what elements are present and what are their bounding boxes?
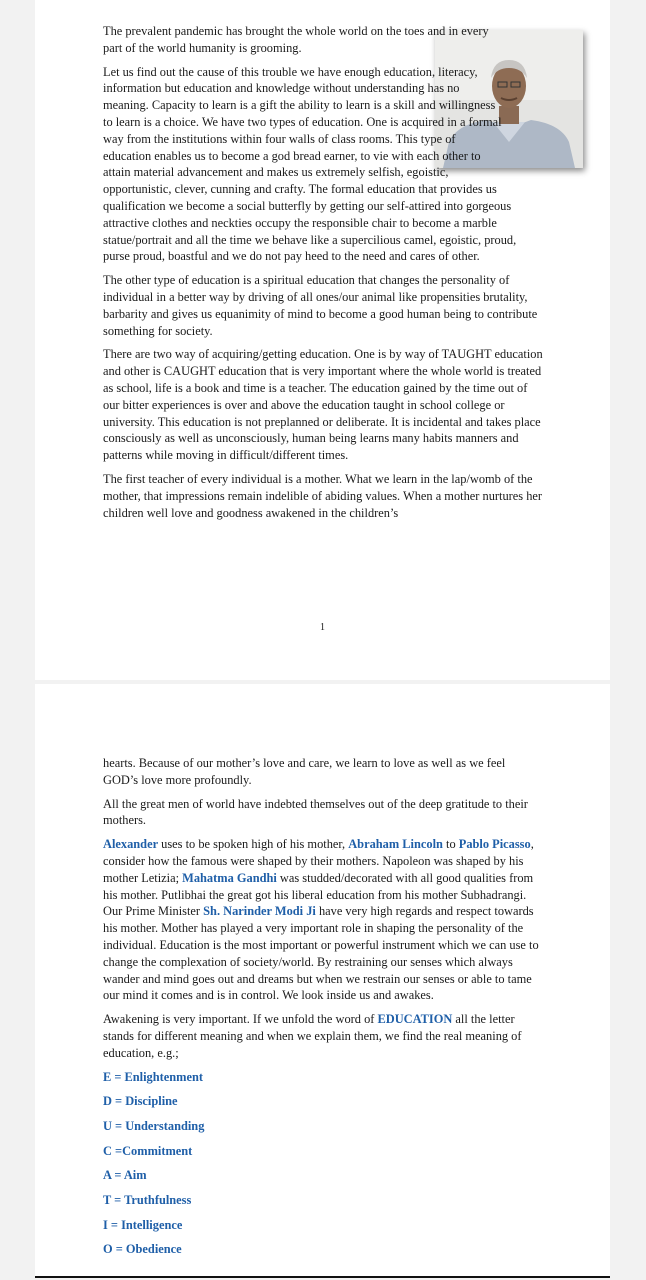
paragraph: The first teacher of every individual is a mother. What we learn in the lap/womb of the mother, that impressions remain indelible of abiding values. When a mother nurtures her children well love and goodness awakened in the children’s bbox=[103, 471, 543, 520]
page-1-text bbox=[103, 23, 543, 528]
paragraph: Let us find out the cause of this trouble we have enough education, literacy, information but education and knowledge without understanding has no meaning. Capacity to learn is a gift the ability to learn is a skill and willingness to learn is a choice. We have two types of education. One is acquired in a formal way from the institutions within four walls of class rooms. This type of education enables us to become a god bread earner, to vie with each other to attain material advancement and makes us extremely selfish, egoistic, opportunistic, clever, cunning and crafty. The formal education that provides us qualification we become a social butterfly by getting our self-attired into gorgeous attractive clothes and neckties occupy the responsible chair to become a marble statue/portrait and all the time we behave like a supercilious camel, egoistic, proud, purse proud, boastful and we do not pay heed to the need and cares of other. bbox=[103, 64, 517, 264]
text-span: , consider how the famous were shaped by their mothers. Napoleon was shaped by his mother Letizia; bbox=[103, 837, 534, 885]
acronym-item: E = Enlightenment bbox=[103, 1069, 204, 1084]
acronym-item: D = Discipline bbox=[103, 1094, 178, 1109]
page-number: 1 bbox=[320, 622, 325, 633]
text-span: Awakening is very important. If we unfold the word of bbox=[103, 1012, 378, 1027]
text-span: have very high regards and respect towards his mother. Mother has played a very important role in shaping the personality of the individual. Education is the most important or powerful instrument which we can use to change the complexation of society/world. By restraining our senses which always wander and mind goes out and dreams but when we restrain our senses or able to tame our mind it comes and is in control. We look inside us and awakes. bbox=[103, 904, 539, 1003]
education-acronym-list bbox=[103, 1069, 543, 1267]
paragraph: The prevalent pandemic has brought the whole world on the toes and in every part of the world humanity is grooming. bbox=[103, 24, 489, 55]
text-span: uses to be spoken high of his mother, bbox=[158, 837, 349, 852]
link-abraham-lincoln[interactable]: Abraham Lincoln bbox=[348, 837, 443, 852]
mothers-paragraph bbox=[103, 836, 543, 1004]
paragraph: There are two way of acquiring/getting education. One is by way of TAUGHT education and other is CAUGHT education that is very important where the whole world is treated as school, life is a book and time is a teacher. The education gained by the time out of our bitter experiences is over and above the education taught in school college or university. This education is not preplanned or deliberate. It is incidental and takes place consciously as well as unconsciously, human being learns many habits manners and patterns while moving in difficult/different times. bbox=[103, 347, 543, 463]
acronym-item: A = Aim bbox=[103, 1168, 147, 1183]
page-2-text bbox=[103, 755, 543, 1266]
acronym-item: C =Commitment bbox=[103, 1143, 193, 1158]
acronym-item: O = Obedience bbox=[103, 1242, 182, 1257]
photo-spacer bbox=[513, 23, 543, 175]
text-span: was studded/decorated with all good qualities from his mother. Putlibhai the great got his liberal education from his mother Subhadrangi. Our Prime Minister bbox=[103, 870, 534, 919]
awakening-paragraph bbox=[103, 1011, 543, 1061]
document-page-1 bbox=[35, 0, 610, 680]
link-pablo-picasso[interactable]: Pablo Picasso bbox=[458, 837, 531, 852]
text-span: all the letter stands for different meaning and when we explain them, we find the real meaning of education, e.g.; bbox=[103, 1012, 522, 1060]
acronym-item: U = Understanding bbox=[103, 1118, 205, 1133]
acronym-item: T = Truthfulness bbox=[103, 1192, 192, 1207]
paragraph: hearts. Because of our mother’s love and care, we learn to love as well as we feel GOD’s love more profoundly. bbox=[103, 756, 506, 787]
link-narinder-modi[interactable]: Sh. Narinder Modi Ji bbox=[203, 904, 316, 919]
paragraph: The other type of education is a spiritual education that changes the personality of individual in a better way by driving of all ones/our animal like propensities brutality, barbarity and gives us equanimity of mind to become a good human being to contribute something for society. bbox=[103, 273, 538, 338]
text-span: to bbox=[442, 837, 459, 852]
link-alexander[interactable]: Alexander bbox=[103, 837, 159, 852]
link-mahatma-gandhi[interactable]: Mahatma Gandhi bbox=[182, 870, 277, 885]
acronym-item: I = Intelligence bbox=[103, 1217, 183, 1232]
document-page-2 bbox=[35, 684, 610, 1278]
paragraph: All the great men of world have indebted themselves out of the deep gratitude to their mothers. bbox=[103, 796, 528, 828]
link-education[interactable]: EDUCATION bbox=[377, 1012, 453, 1027]
